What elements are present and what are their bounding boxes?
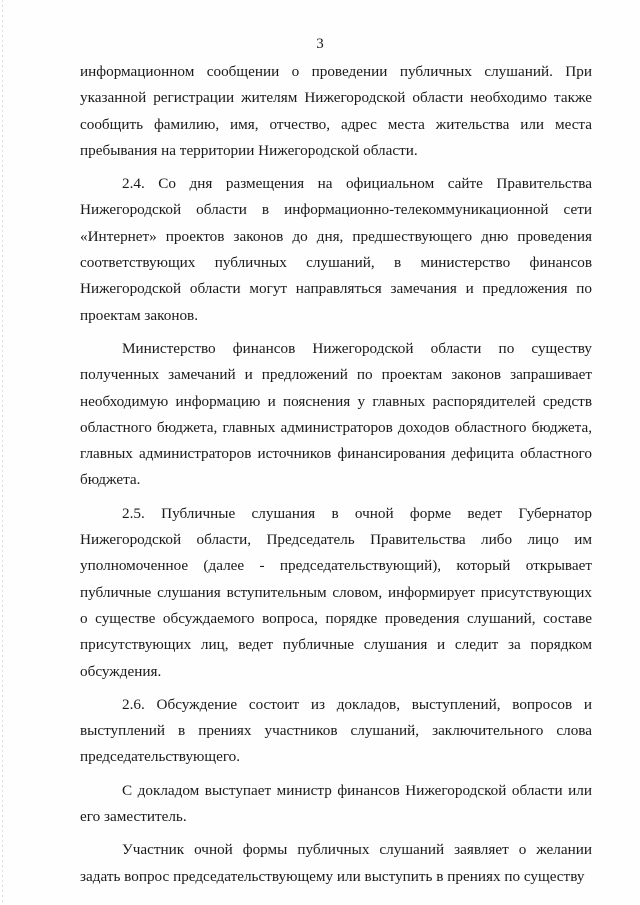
paragraph-report: С докладом выступает министр финансов Нижегородской области или его заместитель. [80,781,592,826]
scan-edge-marks [2,0,3,905]
paragraph-continuation: информационном сообщении о проведении публичных слушаний. При указанной регистрации жителям Нижегородской области необходимо также сообщить фамилию, имя, отчество, адрес места жительства или места пребывания на территории Нижегородской области. [80,63,592,159]
page-number: 3 [316,36,324,52]
paragraph-2-6: 2.6. Обсуждение состоит из докладов, выступлений, вопросов и выступлений в прениях участников слушаний, заключительного слова председательствующего. [80,695,592,766]
paragraph-ministry-requests: Министерство финансов Нижегородской области по существу полученных замечаний и предложений по проектам законов запрашивает необходимую информацию и пояснения у главных распорядителей средств областного бюджета, главных администраторов доходов областного бюджета, главных администраторов источников финансирования дефицита областного бюджета. [80,339,592,489]
paragraph-participant: Участник очной формы публичных слушаний заявляет о желании задать вопрос председательствующему или выступить в прениях по существу [80,841,592,885]
paragraph-2-5: 2.5. Публичные слушания в очной форме ведет Губернатор Нижегородской области, Председатель Правительства либо лицо им уполномоченное (далее - председательствующий), который открывает публичные слушания вступительным словом, информирует присутствующих о существе обсуждаемого вопроса, порядке проведения слушаний, составе присутствующих лиц, ведет публичные слушания и следит за порядком обсуждения. [80,504,592,680]
document-body [80,59,592,890]
paragraph-2-4: 2.4. Со дня размещения на официальном сайте Правительства Нижегородской области в информационно-телекоммуникационной сети «Интернет» проектов законов до дня, предшествующего дню проведения соответствующих публичных слушаний, в министерство финансов Нижегородской области могут направляться замечания и предложения по проектам законов. [80,175,592,324]
